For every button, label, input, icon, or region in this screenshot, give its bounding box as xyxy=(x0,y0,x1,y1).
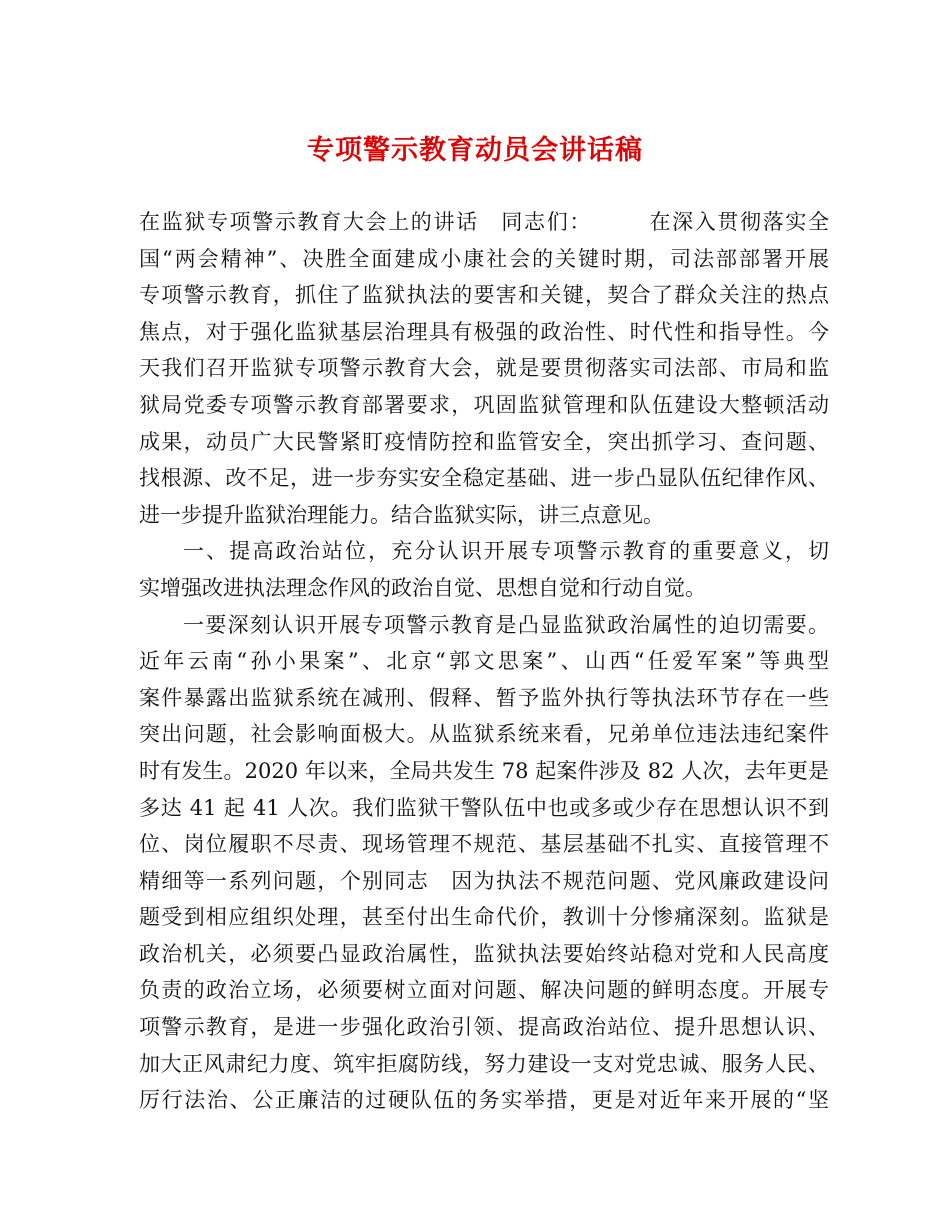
body-line: 题受到相应组织处理，甚至付出生命代价，教训十分惨痛深刻。监狱是 xyxy=(139,905,829,930)
body-line: 焦点，对于强化监狱基层治理具有极强的政治性、时代性和指导性。今 xyxy=(139,319,829,344)
body-line: 成果，动员广大民警紧盯疫情防控和监管安全，突出抓学习、查问题、 xyxy=(139,429,829,454)
body-line: 天我们召开监狱专项警示教育大会，就是要贯彻落实司法部、市局和监 xyxy=(139,356,829,381)
body-line: 国“两会精神”、决胜全面建成小康社会的关键时期，司法部部署开展 xyxy=(139,246,829,271)
body-line: 厉行法治、公正廉洁的过硬队伍的务实举措，更是对近年来开展的“坚 xyxy=(139,1088,829,1113)
body-line: 案件暴露出监狱系统在减刑、假释、暂予监外执行等执法环节存在一些 xyxy=(139,685,829,710)
document-body xyxy=(139,204,829,1119)
body-line: 项警示教育，是进一步强化政治引领、提高政治站位、提升思想认识、 xyxy=(139,1015,829,1040)
body-line: 加大正风肃纪力度、筑牢拒腐防线，努力建设一支对党忠诚、服务人民、 xyxy=(139,1051,829,1076)
body-line: 狱局党委专项警示教育部署要求，巩固监狱管理和队伍建设大整顿活动 xyxy=(139,392,829,417)
body-line: 找根源、改不足，进一步夯实安全稳定基础、进一步凸显队伍纪律作风、 xyxy=(139,466,829,491)
body-line: 专项警示教育，抓住了监狱执法的要害和关键，契合了群众关注的热点 xyxy=(139,283,829,308)
body-line: 一要深刻认识开展专项警示教育是凸显监狱政治属性的迫切需要。 xyxy=(183,612,829,637)
body-line: 近年云南“孙小果案”、北京“郭文思案”、山西“任爱军案”等典型 xyxy=(139,649,829,674)
body-line: 一、提高政治站位，充分认识开展专项警示教育的重要意义，切 xyxy=(183,539,829,564)
body-line: 精细等一系列问题，个别同志 因为执法不规范问题、党风廉政建设问 xyxy=(139,868,829,893)
body-line: 位、岗位履职不尽责、现场管理不规范、基层基础不扎实、直接管理不 xyxy=(139,832,829,857)
body-line: 突出问题，社会影响面极大。从监狱系统来看，兄弟单位违法违纪案件 xyxy=(139,722,829,747)
body-line: 在监狱专项警示教育大会上的讲话 同志们： 在深入贯彻落实全 xyxy=(139,210,829,234)
body-line: 多达 41 起 41 人次。我们监狱干警队伍中也或多或少存在思想认识不到 xyxy=(139,795,829,820)
body-line: 时有发生。2020 年以来，全局共发生 78 起案件涉及 82 人次，去年更是 xyxy=(139,758,829,783)
body-line: 政治机关，必须要凸显政治属性，监狱执法要始终站稳对党和人民高度 xyxy=(139,941,829,966)
document-title: 专项警示教育动员会讲话稿 xyxy=(307,135,643,166)
body-line: 进一步提升监狱治理能力。结合监狱实际，讲三点意见。 xyxy=(139,502,664,527)
body-line: 负责的政治立场，必须要树立面对问题、解决问题的鲜明态度。开展专 xyxy=(139,978,829,1003)
body-line: 实增强改进执法理念作风的政治自觉、思想自觉和行动自觉。 xyxy=(139,575,706,600)
